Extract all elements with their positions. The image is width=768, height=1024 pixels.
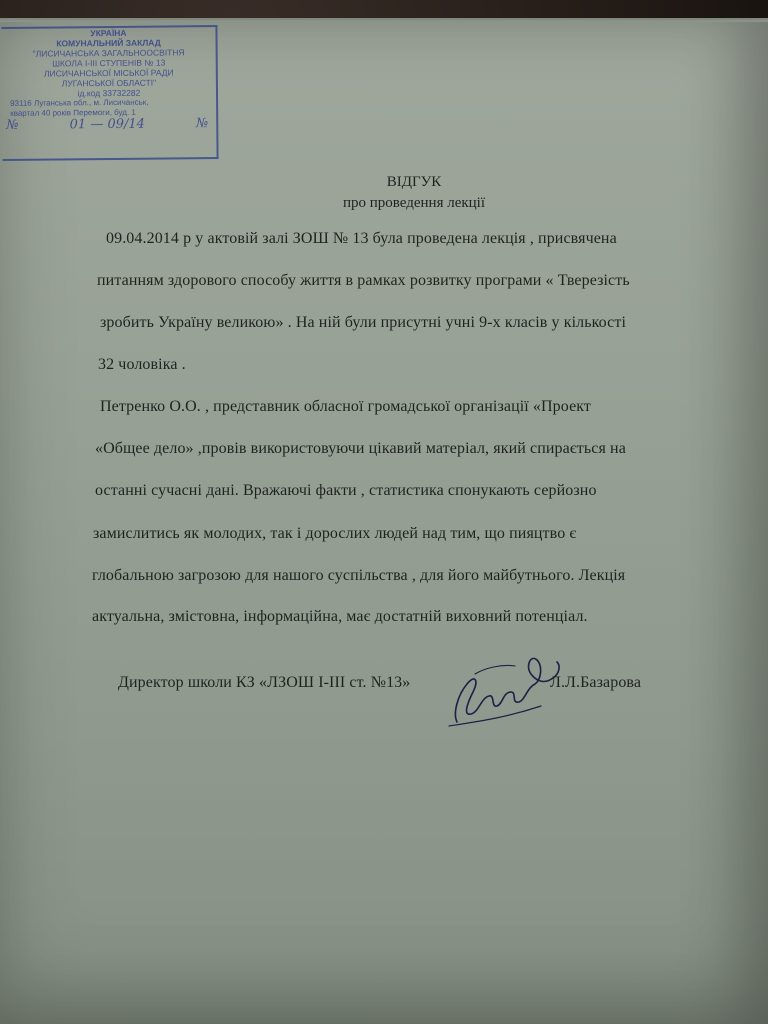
signer-name: Л.Л.Базарова (550, 674, 642, 691)
stamp-address: 93116 Луганська обл., м. Лисичанськ, (10, 97, 149, 108)
body-line: актуальна, змістовна, інформаційна, має достатній виховний потенціал. (92, 608, 588, 625)
stamp-line: УКРАЇНА (90, 27, 127, 39)
document-subtitle: про проведення лекції (342, 195, 486, 211)
document-page (0, 22, 768, 1024)
stamp-line: КОМУНАЛЬНИЙ ЗАКЛАД (56, 37, 161, 49)
stamp-line: "ЛИСИЧАНСЬКА ЗАГАЛЬНООСВІТНЯ (32, 47, 185, 59)
signature-line: Директор школи КЗ «ЛЗОШ І-ІІІ ст. №13» (118, 674, 411, 691)
stamp-address: квартал 40 років Перемоги, буд. 1 (10, 107, 136, 118)
stamp-number-row (2, 117, 216, 131)
handwritten-signature (445, 644, 565, 734)
body-line: останні сучасні дані. Вражаючі факти , статистика спонукають серйозно (95, 482, 597, 499)
stamp-number-prefix: № (6, 117, 19, 133)
stamp-number-value: 01 — 09/14 (69, 116, 145, 133)
body-line: 32 чоловіка . (98, 356, 186, 373)
body-line: замислитись як молодих, так і дорослих людей над тим, що пияцтво є (93, 525, 577, 542)
stamp-line: ЛИСИЧАНСЬКОЇ МІСЬКОЇ РАДИ (43, 67, 174, 79)
body-line: питанням здорового способу життя в рамках розвитку програми « Тверезість (97, 272, 630, 289)
body-line: «Общее дело» ,провів використовуючи цікавий матеріал, який спирається на (95, 440, 626, 457)
official-stamp (1, 25, 218, 161)
document-title: ВІДГУК (386, 174, 442, 190)
body-line: глобальною загрозою для нашого суспільства , для його майбутнього. Лекція (92, 567, 626, 584)
body-line: Петренко О.О. , представник обласної громадської організації «Проект (100, 398, 592, 415)
stamp-id-code: ід.код 33732282 (77, 87, 141, 99)
body-line: зробить Україну великою» . На ній були присутні учні 9-х класів у кількості (100, 314, 626, 331)
stamp-line: ЛУГАНСЬКОЇ ОБЛАСТІ" (61, 77, 157, 89)
stamp-line: ШКОЛА І-ІІІ СТУПЕНІВ № 13 (52, 57, 166, 69)
stamp-number-suffix: № (195, 116, 209, 132)
body-line: 09.04.2014 р у актовій залі ЗОШ № 13 була проведена лекція , присвячена (106, 230, 617, 247)
